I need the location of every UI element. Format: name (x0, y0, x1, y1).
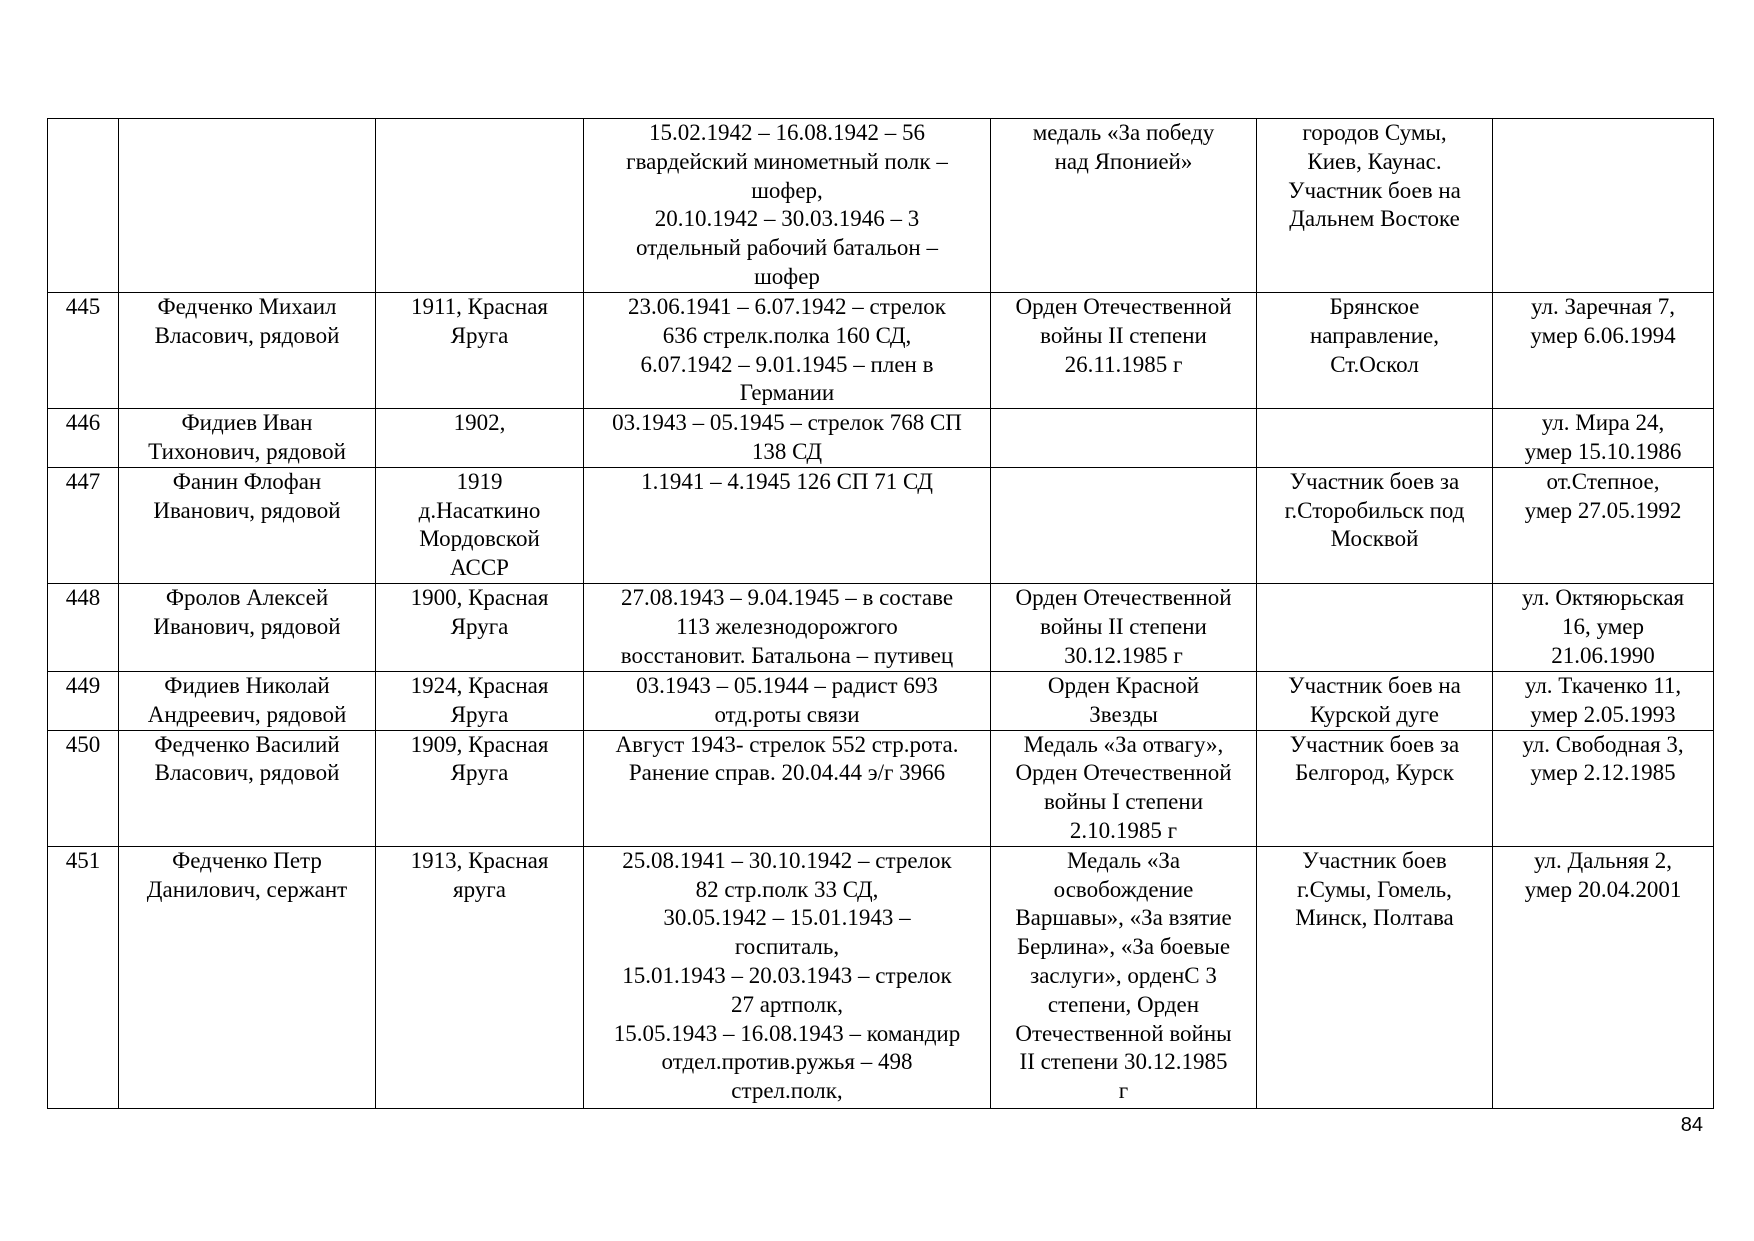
service-record: 25.08.1941 – 30.10.1942 – стрелок 82 стр.полк 33 СД, 30.05.1942 – 15.01.1943 – госпиталь, 15.01.1943 – 20.03.1943 – стрелок 27 артполк, 15.05.1943 – 16.08.1943 – командир отдел.против.ружья – 498 стрел.полк, (584, 846, 991, 1108)
row-number: 447 (48, 467, 119, 583)
table-row (48, 730, 1714, 846)
row-number: 450 (48, 730, 119, 846)
address-death: ул. Ткаченко 11, умер 2.05.1993 (1493, 671, 1714, 730)
service-record: 03.1943 – 05.1945 – стрелок 768 СП 138 СД (584, 409, 991, 468)
table-row (48, 583, 1714, 671)
awards: Медаль «За освобождение Варшавы», «За взятие Берлина», «За боевые заслуги», орденС 3 степени, Орден Отечественной войны II степени 30.12.1985 г (991, 846, 1257, 1108)
awards: медаль «За победу над Японией» (991, 119, 1257, 293)
table-row (48, 846, 1714, 1108)
awards: Орден Красной Звезды (991, 671, 1257, 730)
person-name: Фролов Алексей Иванович, рядовой (119, 583, 376, 671)
battles: Участник боев г.Сумы, Гомель, Минск, Полтава (1257, 846, 1493, 1108)
row-number: 446 (48, 409, 119, 468)
birth-info: 1924, Красная Яруга (376, 671, 584, 730)
person-name (119, 119, 376, 293)
page-number: 84 (1680, 1114, 1703, 1136)
row-number (48, 119, 119, 293)
person-name: Федченко Василий Власович, рядовой (119, 730, 376, 846)
address-death: ул. Заречная 7, умер 6.06.1994 (1493, 293, 1714, 409)
table-row (48, 293, 1714, 409)
birth-info: 1919 д.Насаткино Мордовской АССР (376, 467, 584, 583)
person-name: Фидиев Николай Андреевич, рядовой (119, 671, 376, 730)
battles: Участник боев за г.Сторобильск под Москвой (1257, 467, 1493, 583)
person-name: Фидиев Иван Тихонович, рядовой (119, 409, 376, 468)
address-death: ул. Свободная 3, умер 2.12.1985 (1493, 730, 1714, 846)
awards: Медаль «За отвагу», Орден Отечественной войны I степени 2.10.1985 г (991, 730, 1257, 846)
awards: Орден Отечественной войны II степени 26.11.1985 г (991, 293, 1257, 409)
service-record: 03.1943 – 05.1944 – радист 693 отд.роты связи (584, 671, 991, 730)
battles: Участник боев на Курской дуге (1257, 671, 1493, 730)
awards (991, 409, 1257, 468)
battles (1257, 583, 1493, 671)
birth-info (376, 119, 584, 293)
table-row (48, 671, 1714, 730)
table-row (48, 409, 1714, 468)
row-number: 445 (48, 293, 119, 409)
service-record: Август 1943- стрелок 552 стр.рота. Ранение справ. 20.04.44 э/г 3966 (584, 730, 991, 846)
birth-info: 1902, (376, 409, 584, 468)
veterans-table (47, 118, 1714, 1109)
person-name: Фанин Флофан Иванович, рядовой (119, 467, 376, 583)
birth-info: 1913, Красная яруга (376, 846, 584, 1108)
address-death (1493, 119, 1714, 293)
battles: Брянское направление, Ст.Оскол (1257, 293, 1493, 409)
person-name: Федченко Михаил Власович, рядовой (119, 293, 376, 409)
awards: Орден Отечественной войны II степени 30.12.1985 г (991, 583, 1257, 671)
table-row (48, 467, 1714, 583)
row-number: 449 (48, 671, 119, 730)
battles: городов Сумы, Киев, Каунас. Участник боев на Дальнем Востоке (1257, 119, 1493, 293)
address-death: ул. Мира 24, умер 15.10.1986 (1493, 409, 1714, 468)
service-record: 1.1941 – 4.1945 126 СП 71 СД (584, 467, 991, 583)
birth-info: 1909, Красная Яруга (376, 730, 584, 846)
service-record: 23.06.1941 – 6.07.1942 – стрелок 636 стрелк.полка 160 СД, 6.07.1942 – 9.01.1945 – плен в Германии (584, 293, 991, 409)
address-death: ул. Октяюрьская 16, умер 21.06.1990 (1493, 583, 1714, 671)
awards (991, 467, 1257, 583)
row-number: 451 (48, 846, 119, 1108)
battles (1257, 409, 1493, 468)
service-record: 27.08.1943 – 9.04.1945 – в составе 113 железнодорожгого восстановит. Батальона – путивец (584, 583, 991, 671)
address-death: ул. Дальняя 2, умер 20.04.2001 (1493, 846, 1714, 1108)
birth-info: 1900, Красная Яруга (376, 583, 584, 671)
person-name: Федченко Петр Данилович, сержант (119, 846, 376, 1108)
battles: Участник боев за Белгород, Курск (1257, 730, 1493, 846)
birth-info: 1911, Красная Яруга (376, 293, 584, 409)
table-row (48, 119, 1714, 293)
address-death: от.Степное, умер 27.05.1992 (1493, 467, 1714, 583)
row-number: 448 (48, 583, 119, 671)
service-record: 15.02.1942 – 16.08.1942 – 56 гвардейский минометный полк – шофер, 20.10.1942 – 30.03.1946 – 3 отдельный рабочий батальон – шофер (584, 119, 991, 293)
